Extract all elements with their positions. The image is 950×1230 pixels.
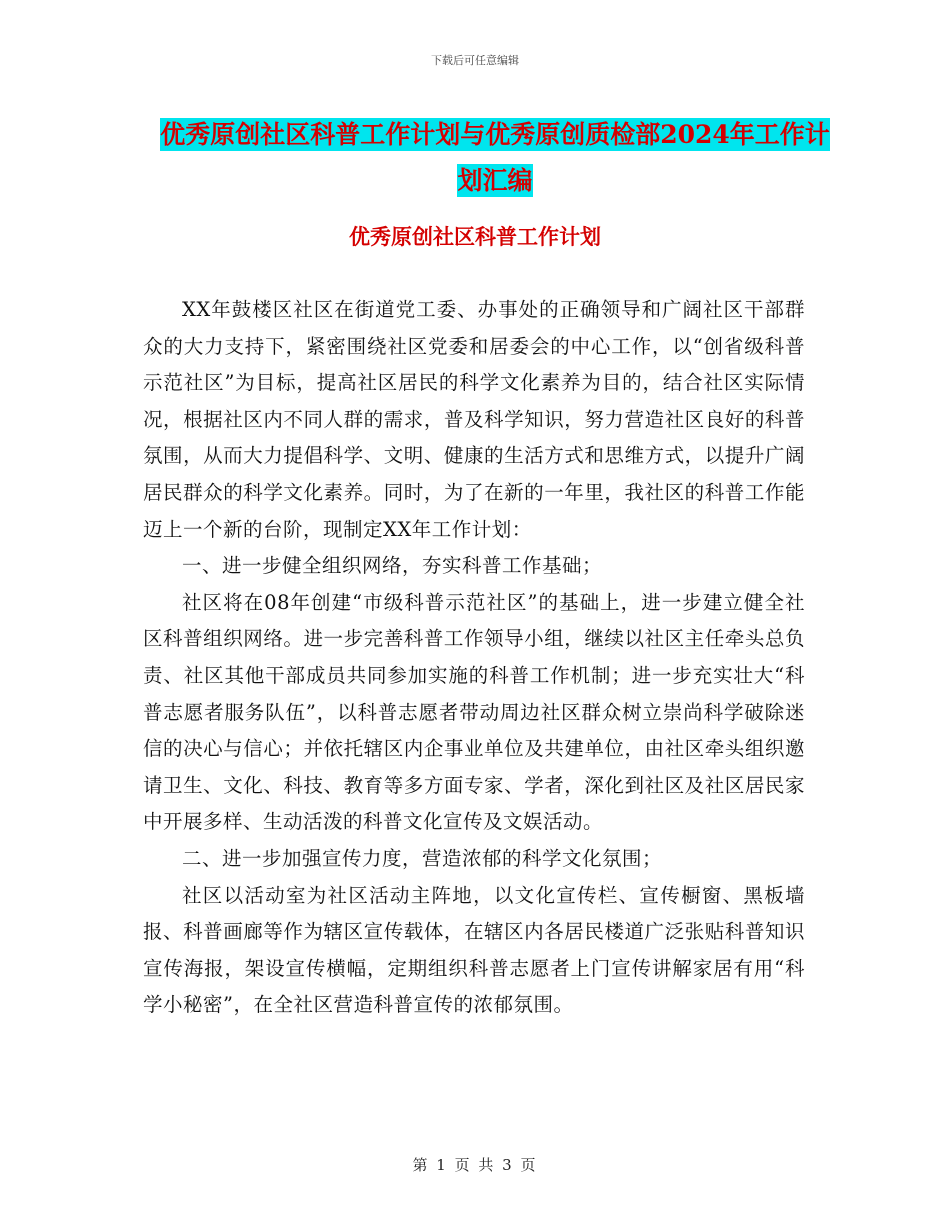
document-title	[150, 112, 840, 204]
paragraph-intro: XX年鼓楼区社区在街道党工委、办事处的正确领导和广阔社区干部群众的大力支持下，紧密围绕社区党委和居委会的中心工作，以“创省级科普示范社区”为目标，提高社区居民的科学文化素养为目的，结合社区实际情况，根据社区内不同人群的需求，普及科学知识，努力营造社区良好的科普氛围，从而大力提倡科学、文明、健康的生活方式和思维方式，以提升广阔居民群众的科学文化素养。同时，为了在新的一年里，我社区的科普工作能迈上一个新的台阶，现制定XX年工作计划：	[143, 298, 805, 541]
document-title-text: 优秀原创社区科普工作计划与优秀原创质检部2024年工作计划汇编	[160, 120, 830, 195]
paragraph-publicity: 社区以活动室为社区活动主阵地，以文化宣传栏、宣传橱窗、黑板墙报、科普画廊等作为辖区宣传载体，在辖区内各居民楼道广泛张贴科普知识宣传海报，架设宣传横幅，定期组织科普志愿者上门宣传讲解家居有用“科学小秘密”，在全社区营造科普宣传的浓郁氛围。	[143, 883, 805, 1017]
header-note: 下载后可任意编辑	[431, 54, 519, 67]
paragraph-heading-2: 二、进一步加强宣传力度，营造浓郁的科学文化氛围；	[182, 846, 663, 870]
section-title: 优秀原创社区科普工作计划	[349, 224, 601, 249]
paragraph-heading-1: 一、进一步健全组织网络，夯实科普工作基础；	[182, 554, 603, 578]
page-number: 第 1 页 共 3 页	[412, 1156, 538, 1174]
document-body	[143, 292, 805, 1024]
paragraph-organization: 社区将在08年创建“市级科普示范社区”的基础上，进一步建立健全社区科普组织网络。进一步完善科普工作领导小组，继续以社区主任牵头总负责、社区其他干部成员共同参加实施的科普工作机制；进一步充实壮大“科普志愿者服务队伍”，以科普志愿者带动周边社区群众树立崇尚科学破除迷信的决心与信心；并依托辖区内企事业单位及共建单位，由社区牵头组织邀请卫生、文化、科技、教育等多方面专家、学者，深化到社区及社区居民家中开展多样、生动活泼的科普文化宣传及文娱活动。	[143, 590, 805, 834]
